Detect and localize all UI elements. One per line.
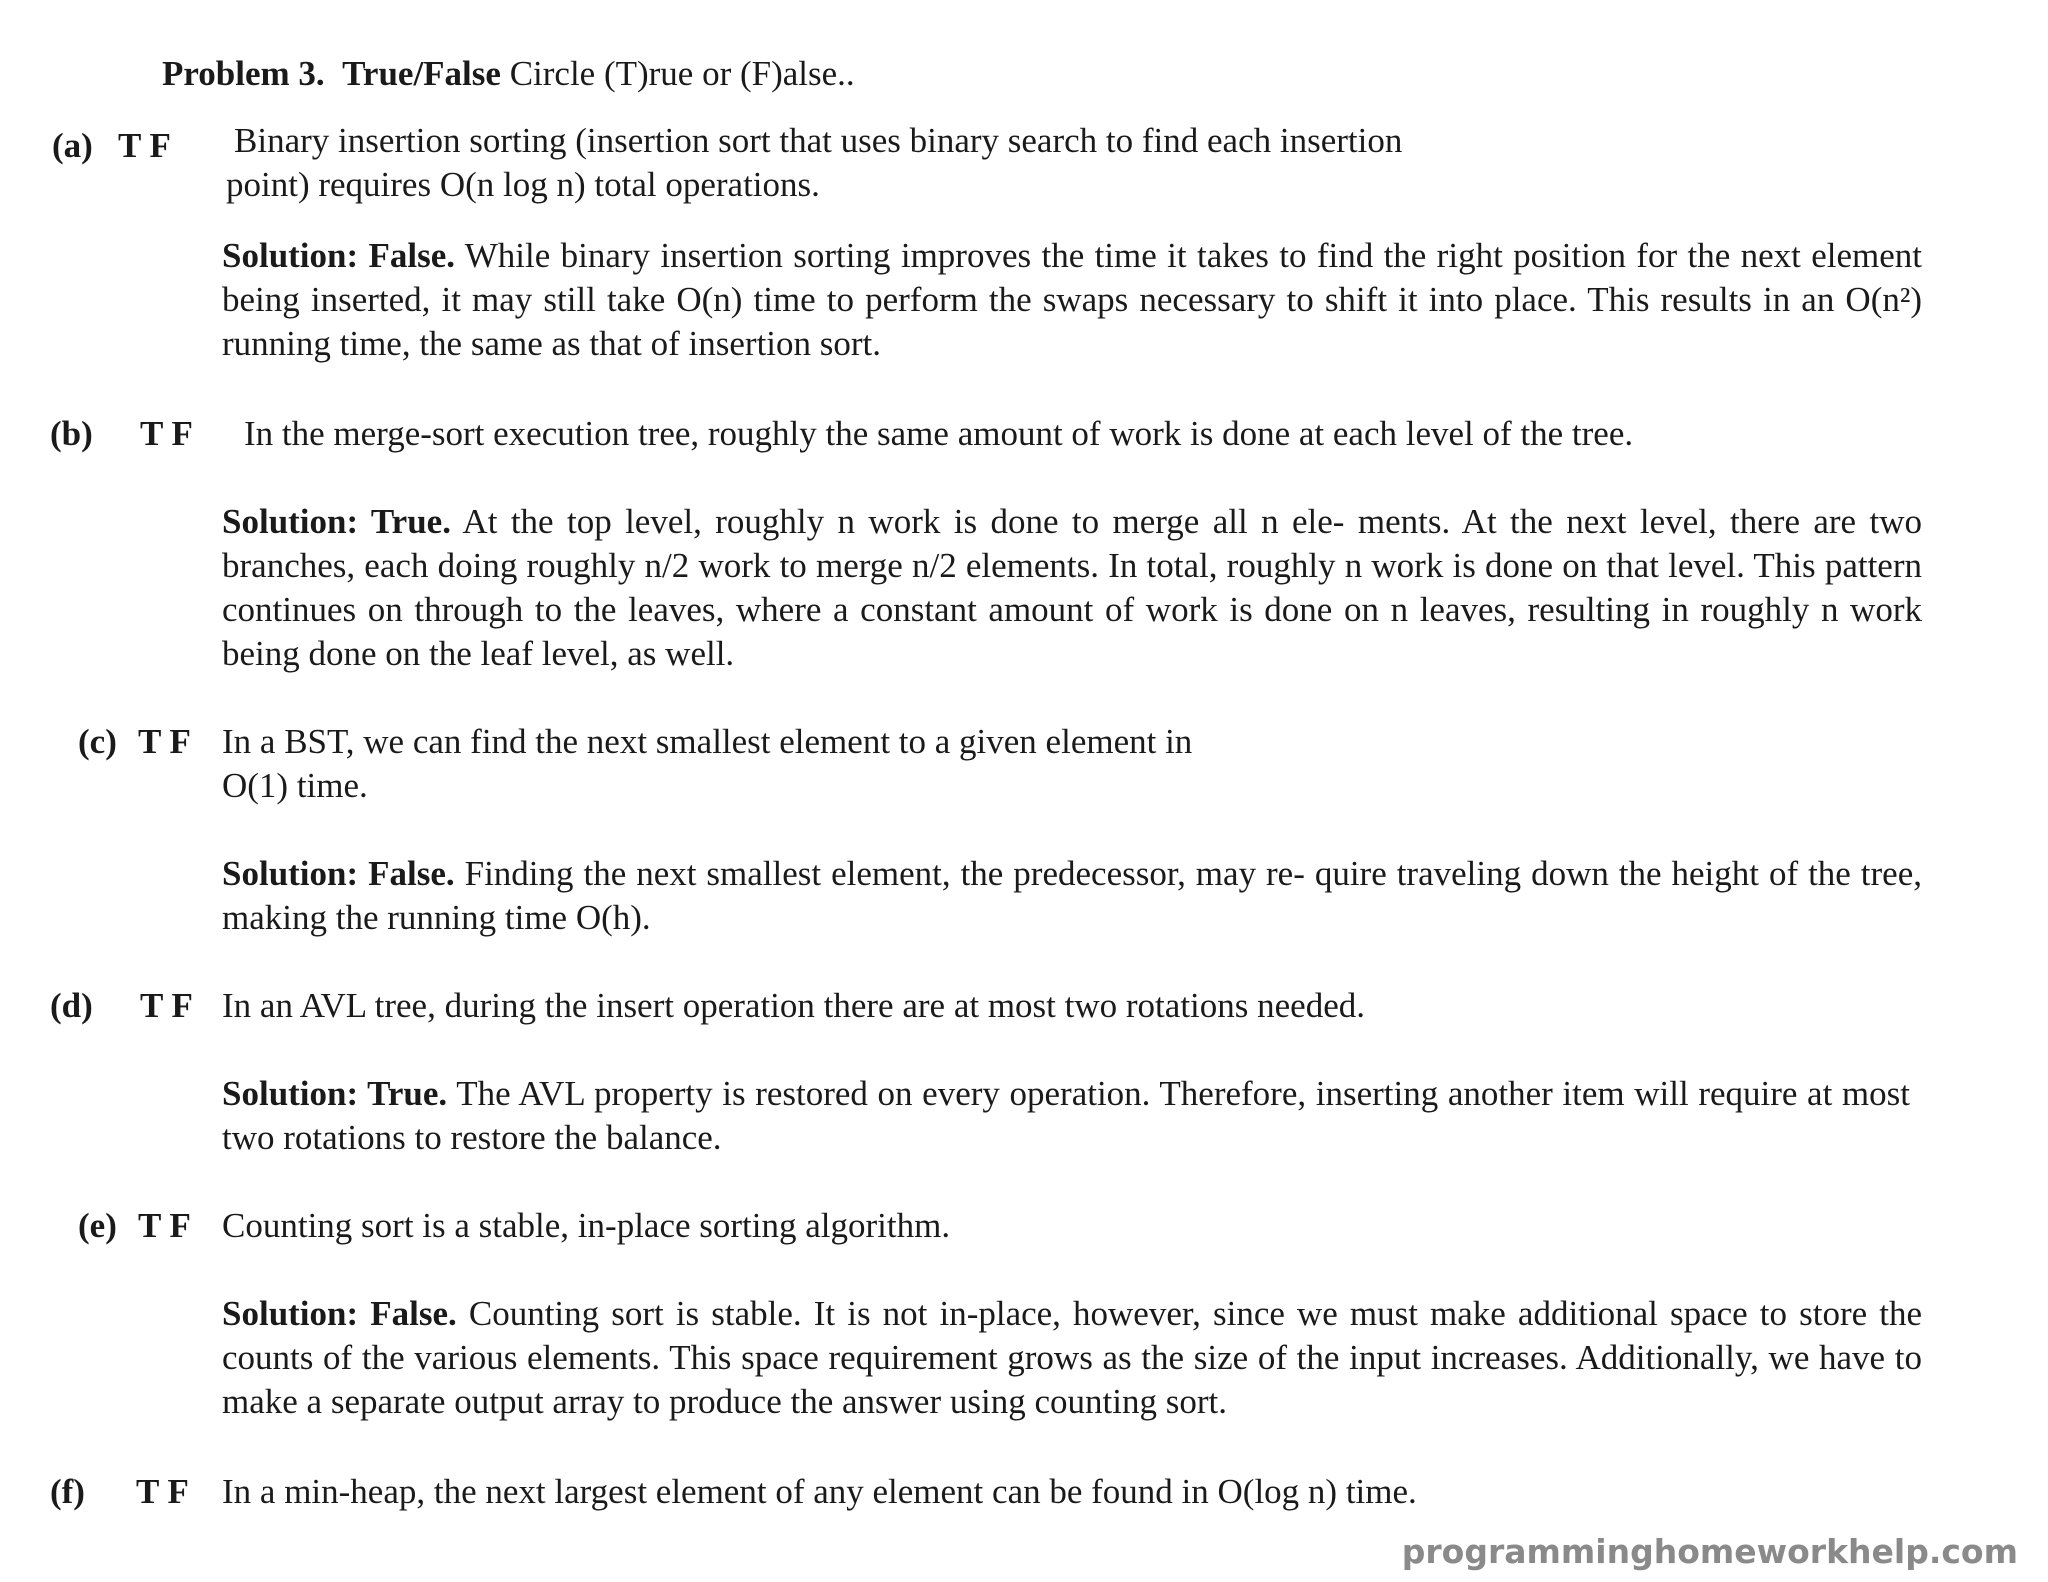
- question-f-true-false: T F: [136, 1472, 189, 1511]
- solution-d-text: The AVL property is restored on every operation. Therefore, inserting another item will require at most two rotations to restore the balance.: [222, 1074, 1910, 1157]
- solution-b-text: At the top level, roughly n work is done to merge all n ele- ments. At the next level, there are two branches, each doing roughly n/2 work to merge n/2 elements. In total, roughly n work is done on that level. This pattern continues on through to the leaves, where a constant amount of work is done on n leaves, resulting in roughly n work being done on the leaf level, as well.: [222, 502, 1922, 673]
- question-e-solution: [222, 1292, 1922, 1424]
- question-f-label: (f): [50, 1472, 85, 1511]
- solution-d-verdict: Solution: True.: [222, 1074, 448, 1113]
- solution-c-text: Finding the next smallest element, the predecessor, may re- quire traveling down the height of the tree, making the running time O(h).: [222, 854, 1923, 937]
- solution-e-verdict: Solution: False.: [222, 1294, 457, 1333]
- question-a-text-line-1: Binary insertion sorting (insertion sort that uses binary search to find each insertion: [234, 121, 1403, 160]
- question-a-label: (a): [52, 126, 93, 165]
- problem-heading: True/False: [342, 54, 501, 93]
- problem-instruction: Circle (T)rue or (F)alse..: [509, 54, 855, 93]
- question-d-label: (d): [50, 986, 93, 1025]
- question-b-text: In the merge-sort execution tree, roughly the same amount of work is done at each level of the tree.: [244, 414, 1634, 453]
- watermark-text: programminghomeworkhelp.com: [1401, 1532, 2018, 1571]
- question-f-text: In a min-heap, the next largest element of any element can be found in O(log n) time.: [222, 1472, 1417, 1511]
- question-a-true-false: T F: [118, 126, 171, 165]
- solution-b-verdict: Solution: True.: [222, 502, 451, 541]
- problem-number: Problem 3.: [162, 54, 325, 93]
- question-c-solution: [222, 852, 1922, 940]
- question-e-label: (e): [78, 1206, 117, 1245]
- question-e-true-false: T F: [138, 1206, 191, 1245]
- question-c-label: (c): [78, 722, 117, 761]
- question-a-text-line-2: point) requires O(n log n) total operations.: [226, 165, 820, 204]
- problem-title: [162, 52, 855, 96]
- question-c-true-false: T F: [138, 722, 191, 761]
- question-c-text-line-2: O(1) time.: [222, 766, 368, 805]
- question-d-solution: [222, 1072, 1910, 1160]
- question-a-solution: [222, 234, 1922, 366]
- solution-e-text: Counting sort is stable. It is not in-place, however, since we must make additional space to store the counts of the various elements. This space requirement grows as the size of the input increases. Additionally, we have to make a separate output array to produce the answer using counting sort.: [222, 1294, 1923, 1421]
- question-c-text-line-1: In a BST, we can find the next smallest element to a given element in: [222, 722, 1193, 761]
- solution-c-verdict: Solution: False.: [222, 854, 455, 893]
- question-d-true-false: T F: [140, 986, 193, 1025]
- question-e-text: Counting sort is a stable, in-place sorting algorithm.: [222, 1206, 951, 1245]
- question-d-text: In an AVL tree, during the insert operation there are at most two rotations needed.: [222, 986, 1365, 1025]
- solution-a-verdict: Solution: False.: [222, 236, 456, 275]
- question-b-solution: [222, 500, 1922, 676]
- solution-a-text: While binary insertion sorting improves the time it takes to find the right position for the next element being inserted, it may still take O(n) time to perform the swaps necessary to shift it into place. This results in an O(n²) running time, the same as that of insertion sort.: [222, 236, 1922, 363]
- question-b-true-false: T F: [140, 414, 193, 453]
- question-b-label: (b): [50, 414, 93, 453]
